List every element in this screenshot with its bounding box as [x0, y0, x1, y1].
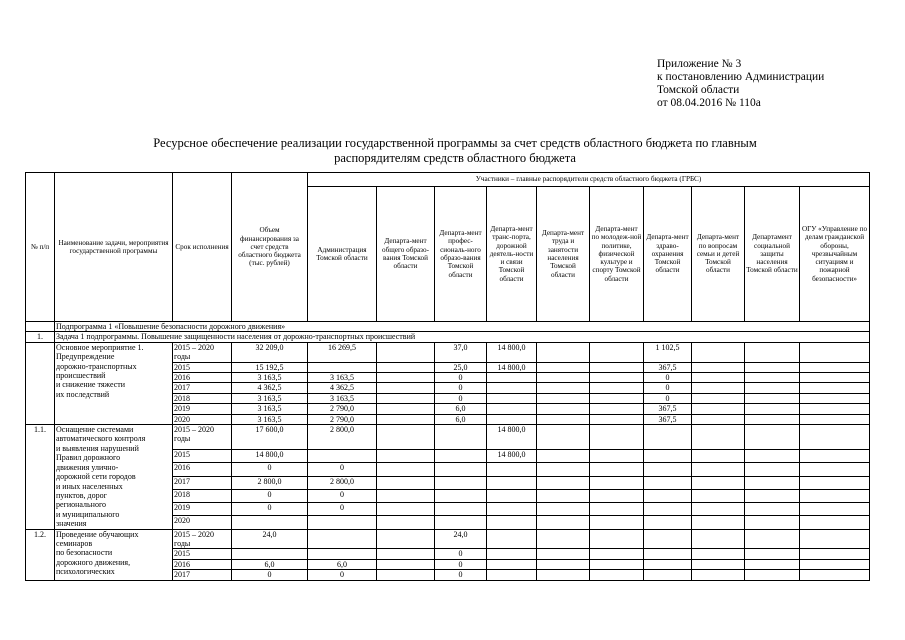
measure-name-line: дорожного движения, — [56, 557, 131, 567]
participant-cell: 0 — [435, 393, 487, 403]
measure-name-line: Правил дорожного — [56, 453, 121, 463]
term-text: 2020 — [174, 516, 190, 526]
participant-cell: 0 — [435, 373, 487, 383]
header-participants: Участники – главные распорядители средств областного бюджета (ГРБС) — [308, 173, 870, 187]
volume-cell: 0 — [232, 503, 308, 516]
volume-cell: 3 163,5 — [232, 393, 308, 403]
participant-cell — [487, 489, 537, 502]
participant-cell — [800, 549, 870, 559]
participant-cell — [487, 529, 537, 549]
participant-cell — [590, 476, 644, 489]
participant-cell — [435, 503, 487, 516]
participant-cell — [435, 476, 487, 489]
participant-cell — [308, 549, 377, 559]
participant-cell: 0 — [308, 489, 377, 502]
term-text: 2015 — [174, 450, 190, 460]
participant-cell — [745, 425, 800, 450]
appendix-line: Приложение № 3 — [657, 58, 742, 70]
row-number: 1.1. — [26, 425, 55, 529]
header-participant: Департа-мент здраво-охранения Томской области — [644, 187, 692, 322]
volume-cell: 3 163,5 — [232, 404, 308, 414]
measure-name-line: и снижение тяжести — [56, 380, 126, 390]
task-num: 1. — [26, 332, 55, 342]
participant-cell — [377, 549, 435, 559]
resource-table — [25, 172, 870, 581]
term-cell — [173, 559, 232, 569]
volume-cell: 15 192,5 — [232, 362, 308, 372]
participant-cell: 14 800,0 — [487, 362, 537, 372]
participant-cell — [537, 342, 590, 362]
term-cell — [173, 529, 232, 549]
participant-cell — [692, 373, 745, 383]
participant-cell — [800, 489, 870, 502]
participant-cell — [800, 425, 870, 450]
participant-cell — [745, 373, 800, 383]
term-text: 2016 — [174, 373, 190, 383]
participant-cell — [537, 570, 590, 580]
participant-cell — [487, 414, 537, 424]
participant-cell: 2 800,0 — [308, 476, 377, 489]
term-cell — [173, 362, 232, 372]
participant-cell — [377, 393, 435, 403]
participant-cell — [745, 476, 800, 489]
volume-cell: 14 800,0 — [232, 450, 308, 463]
volume-cell: 2 800,0 — [232, 476, 308, 489]
term-text: 2019 — [174, 404, 190, 414]
participant-cell — [435, 450, 487, 463]
term-text: годы — [174, 352, 191, 362]
participant-cell — [692, 559, 745, 569]
measure-name-line: Оснащение системами — [56, 425, 134, 435]
term-text: 2018 — [174, 393, 190, 403]
participant-cell — [800, 570, 870, 580]
participant-cell — [537, 450, 590, 463]
participant-cell — [800, 383, 870, 393]
participant-cell — [487, 373, 537, 383]
participant-cell — [692, 570, 745, 580]
participant-cell — [644, 503, 692, 516]
header-participant: Департа-мент труда и занятости населения Томской области — [537, 187, 590, 322]
volume-cell: 24,0 — [232, 529, 308, 549]
header-num: № п/п — [26, 173, 55, 322]
term-cell — [173, 414, 232, 424]
appendix-line: Томской области — [657, 84, 740, 96]
participant-cell — [644, 529, 692, 549]
participant-cell: 37,0 — [435, 342, 487, 362]
participant-cell: 6,0 — [435, 404, 487, 414]
volume-cell: 0 — [232, 570, 308, 580]
participant-cell — [590, 373, 644, 383]
participant-cell — [377, 373, 435, 383]
participant-cell — [377, 489, 435, 502]
participant-cell — [590, 549, 644, 559]
term-cell — [173, 373, 232, 383]
measure-name-line: пунктов, дорог — [56, 490, 107, 500]
participant-cell — [537, 503, 590, 516]
term-text: 2016 — [174, 463, 190, 473]
participant-cell: 2 800,0 — [308, 425, 377, 450]
table-row — [26, 529, 870, 549]
header-participant: Департа-мент транс-порта, дорожной деятель-ности и связи Томской области — [487, 187, 537, 322]
term-cell — [173, 516, 232, 529]
row-number: 1.2. — [26, 529, 55, 580]
measure-name-line: психологических — [56, 567, 115, 577]
participant-cell — [800, 373, 870, 383]
term-cell — [173, 549, 232, 559]
participant-cell — [692, 476, 745, 489]
participant-cell — [590, 342, 644, 362]
participant-cell — [590, 425, 644, 450]
participant-cell — [800, 414, 870, 424]
participant-cell: 367,5 — [644, 414, 692, 424]
participant-cell — [590, 570, 644, 580]
participant-cell — [745, 489, 800, 502]
participant-cell — [745, 383, 800, 393]
participant-cell — [745, 549, 800, 559]
participant-cell: 25,0 — [435, 362, 487, 372]
participant-cell: 3 163,5 — [308, 373, 377, 383]
header-participant: Департа-мент по вопросам семьи и детей Томской области — [692, 187, 745, 322]
participant-cell — [377, 383, 435, 393]
participant-cell — [435, 489, 487, 502]
volume-cell: 3 163,5 — [232, 373, 308, 383]
participant-cell — [590, 503, 644, 516]
term-text: 2019 — [174, 503, 190, 513]
participant-cell — [692, 404, 745, 414]
term-text: 2015 — [174, 362, 190, 372]
measure-name-line: Основное мероприятие 1. — [56, 342, 144, 352]
participant-cell — [644, 559, 692, 569]
participant-cell — [590, 414, 644, 424]
participant-cell — [745, 404, 800, 414]
measure-name-line: дорожно-транспортных — [56, 361, 137, 371]
participant-cell — [377, 362, 435, 372]
participant-cell: 24,0 — [435, 529, 487, 549]
participant-cell — [590, 516, 644, 529]
participant-cell: 2 790,0 — [308, 414, 377, 424]
participant-cell: 0 — [435, 559, 487, 569]
appendix-block — [657, 58, 824, 110]
participant-cell — [745, 570, 800, 580]
participant-cell — [692, 414, 745, 424]
participant-cell: 14 800,0 — [487, 342, 537, 362]
participant-cell — [377, 476, 435, 489]
participant-cell — [487, 404, 537, 414]
volume-cell: 4 362,5 — [232, 383, 308, 393]
participant-cell — [692, 503, 745, 516]
participant-cell: 0 — [644, 373, 692, 383]
appendix-line: к постановлению Администрации — [657, 71, 825, 83]
term-cell — [173, 404, 232, 414]
term-text: 2016 — [174, 559, 190, 569]
participant-cell — [692, 489, 745, 502]
participant-cell — [537, 414, 590, 424]
participant-cell — [487, 476, 537, 489]
term-cell — [173, 450, 232, 463]
participant-cell — [590, 489, 644, 502]
participant-cell: 2 790,0 — [308, 404, 377, 414]
measure-name — [55, 529, 173, 580]
participant-cell — [377, 503, 435, 516]
participant-cell — [308, 362, 377, 372]
volume-cell: 32 209,0 — [232, 342, 308, 362]
participant-cell: 367,5 — [644, 404, 692, 414]
participant-cell — [800, 393, 870, 403]
participant-cell — [644, 489, 692, 502]
participant-cell — [745, 559, 800, 569]
participant-cell — [692, 425, 745, 450]
participant-cell — [537, 476, 590, 489]
participant-cell — [487, 383, 537, 393]
term-text: 2015 – 2020 — [174, 342, 214, 352]
term-text: 2020 — [174, 414, 190, 424]
participant-cell — [644, 463, 692, 476]
measure-name-line: по безопасности — [56, 548, 113, 558]
participant-cell — [745, 516, 800, 529]
term-text: 2015 — [174, 549, 190, 559]
participant-cell — [487, 463, 537, 476]
participant-cell — [435, 463, 487, 476]
row-number — [26, 342, 55, 424]
participant-cell — [745, 529, 800, 549]
header-name: Наименование задачи, мероприятия государственной программы — [55, 173, 173, 322]
task-row: Задача 1 подпрограммы. Повышение защищенности населения от дорожно-транспортных происшествий — [55, 332, 870, 342]
measure-name-line: значения — [56, 519, 87, 529]
participant-cell — [800, 476, 870, 489]
term-text: 2018 — [174, 489, 190, 499]
participant-cell — [537, 383, 590, 393]
participant-cell — [487, 503, 537, 516]
participant-cell — [590, 383, 644, 393]
participant-cell — [692, 516, 745, 529]
participant-cell — [537, 559, 590, 569]
term-cell — [173, 393, 232, 403]
volume-cell: 6,0 — [232, 559, 308, 569]
measure-name-line: происшествий — [56, 371, 106, 381]
participant-cell — [537, 516, 590, 529]
term-cell — [173, 570, 232, 580]
term-text: 2017 — [174, 570, 190, 580]
participant-cell — [800, 450, 870, 463]
participant-cell — [487, 393, 537, 403]
participant-cell: 0 — [644, 393, 692, 403]
participant-cell: 3 163,5 — [308, 393, 377, 403]
participant-cell — [800, 463, 870, 476]
participant-cell — [537, 529, 590, 549]
table-row — [26, 342, 870, 362]
participant-cell — [745, 393, 800, 403]
measure-name-line: автоматического контроля — [56, 434, 146, 444]
measure-name — [55, 342, 173, 424]
participant-cell — [800, 362, 870, 372]
volume-cell: 17 600,0 — [232, 425, 308, 450]
volume-cell: 3 163,5 — [232, 414, 308, 424]
participant-cell — [537, 393, 590, 403]
participant-cell — [487, 570, 537, 580]
participant-cell — [644, 476, 692, 489]
volume-cell: 0 — [232, 489, 308, 502]
term-cell — [173, 425, 232, 450]
participant-cell — [377, 450, 435, 463]
header-participant: Администрация Томской области — [308, 187, 377, 322]
participant-cell — [590, 393, 644, 403]
appendix-line: от 08.04.2016 № 110а — [657, 97, 761, 109]
measure-name-line: семинаров — [56, 538, 93, 548]
term-text: 2017 — [174, 476, 190, 486]
participant-cell: 4 362,5 — [308, 383, 377, 393]
participant-cell — [745, 463, 800, 476]
participant-cell — [435, 425, 487, 450]
participant-cell — [800, 516, 870, 529]
measure-name-line: дорожной сети городов — [56, 472, 136, 482]
measure-name-line: и иных населенных — [56, 481, 123, 491]
participant-cell — [745, 450, 800, 463]
measure-name-line: движения улично- — [56, 462, 119, 472]
header-participant: ОГУ «Управление по делам гражданской обороны, чрезвычайным ситуациям и пожарной безопасности» — [800, 187, 870, 322]
term-cell — [173, 489, 232, 502]
participant-cell — [692, 383, 745, 393]
participant-cell — [487, 559, 537, 569]
title-line: Ресурсное обеспечение реализации государственной программы за счет средств областного бюджета по главным — [153, 136, 757, 150]
participant-cell — [745, 342, 800, 362]
participant-cell: 367,5 — [644, 362, 692, 372]
participant-cell: 14 800,0 — [487, 450, 537, 463]
participant-cell — [537, 425, 590, 450]
participant-cell — [692, 463, 745, 476]
participant-cell — [377, 463, 435, 476]
participant-cell — [800, 503, 870, 516]
term-text: 2015 – 2020 — [174, 425, 214, 435]
title-line: распорядителям средств областного бюджета — [334, 151, 576, 165]
header-participant: Департамент социальной защиты населения Томской области — [745, 187, 800, 322]
table-row — [26, 425, 870, 450]
participant-cell — [435, 516, 487, 529]
term-cell — [173, 342, 232, 362]
participant-cell — [537, 404, 590, 414]
participant-cell — [644, 516, 692, 529]
measure-name — [55, 425, 173, 529]
header-participant: Департа-мент общего образо-вания Томской области — [377, 187, 435, 322]
term-text: годы — [174, 538, 191, 548]
participant-cell — [692, 529, 745, 549]
participant-cell: 0 — [435, 383, 487, 393]
participant-cell — [800, 404, 870, 414]
volume-cell — [232, 549, 308, 559]
participant-cell — [692, 342, 745, 362]
participant-cell — [537, 463, 590, 476]
participant-cell — [377, 414, 435, 424]
participant-cell: 1 102,5 — [644, 342, 692, 362]
participant-cell — [745, 414, 800, 424]
volume-cell: 0 — [232, 463, 308, 476]
measure-name-line: регионального — [56, 500, 107, 510]
participant-cell — [590, 463, 644, 476]
participant-cell — [644, 570, 692, 580]
participant-cell — [487, 549, 537, 559]
participant-cell — [377, 570, 435, 580]
subprogram-num — [26, 322, 55, 332]
participant-cell: 0 — [644, 383, 692, 393]
participant-cell: 6,0 — [308, 559, 377, 569]
participant-cell — [800, 529, 870, 549]
term-text: годы — [174, 434, 191, 444]
measure-name-line: Предупреждение — [56, 352, 115, 362]
participant-cell: 6,0 — [435, 414, 487, 424]
participant-cell — [644, 549, 692, 559]
term-cell — [173, 463, 232, 476]
participant-cell — [377, 559, 435, 569]
measure-name-line: и муниципального — [56, 509, 120, 519]
participant-cell — [308, 450, 377, 463]
header-participant: Департа-мент по молодеж-ной политике, физической культуре и спорту Томской области — [590, 187, 644, 322]
participant-cell — [308, 516, 377, 529]
participant-cell — [377, 425, 435, 450]
participant-cell — [590, 559, 644, 569]
term-text: 2015 – 2020 — [174, 529, 214, 539]
participant-cell — [537, 549, 590, 559]
header-participant: Департа-мент профес-сиональ-ного образо-вания Томской области — [435, 187, 487, 322]
participant-cell — [590, 404, 644, 414]
participant-cell: 0 — [308, 570, 377, 580]
participant-cell — [537, 373, 590, 383]
participant-cell — [377, 516, 435, 529]
subprogram-row: Подпрограмма 1 «Повышение безопасности дорожного движения» — [55, 322, 870, 332]
measure-name-line: Проведение обучающих — [56, 529, 139, 539]
participant-cell — [644, 450, 692, 463]
header-term: Срок исполнения — [173, 173, 232, 322]
participant-cell — [377, 404, 435, 414]
participant-cell — [692, 362, 745, 372]
participant-cell — [692, 450, 745, 463]
participant-cell — [590, 529, 644, 549]
measure-name-line: их последствий — [56, 389, 110, 399]
term-cell — [173, 503, 232, 516]
participant-cell — [745, 362, 800, 372]
term-text: 2017 — [174, 383, 190, 393]
measure-name-line: и выявления нарушений — [56, 443, 139, 453]
term-cell — [173, 383, 232, 393]
participant-cell: 16 269,5 — [308, 342, 377, 362]
participant-cell — [692, 549, 745, 559]
participant-cell: 0 — [308, 503, 377, 516]
participant-cell — [377, 342, 435, 362]
participant-cell — [487, 516, 537, 529]
participant-cell — [377, 529, 435, 549]
participant-cell — [590, 362, 644, 372]
header-volume: Объем финансирования за счет средств областного бюджета (тыс. рублей) — [232, 173, 308, 322]
participant-cell: 14 800,0 — [487, 425, 537, 450]
term-cell — [173, 476, 232, 489]
document-title — [60, 136, 850, 166]
volume-cell — [232, 516, 308, 529]
participant-cell — [537, 489, 590, 502]
participant-cell: 0 — [435, 549, 487, 559]
participant-cell — [800, 342, 870, 362]
participant-cell — [692, 393, 745, 403]
participant-cell — [590, 450, 644, 463]
participant-cell — [308, 529, 377, 549]
participant-cell — [745, 503, 800, 516]
participant-cell — [537, 362, 590, 372]
participant-cell — [800, 559, 870, 569]
participant-cell: 0 — [435, 570, 487, 580]
participant-cell: 0 — [308, 463, 377, 476]
participant-cell — [644, 425, 692, 450]
